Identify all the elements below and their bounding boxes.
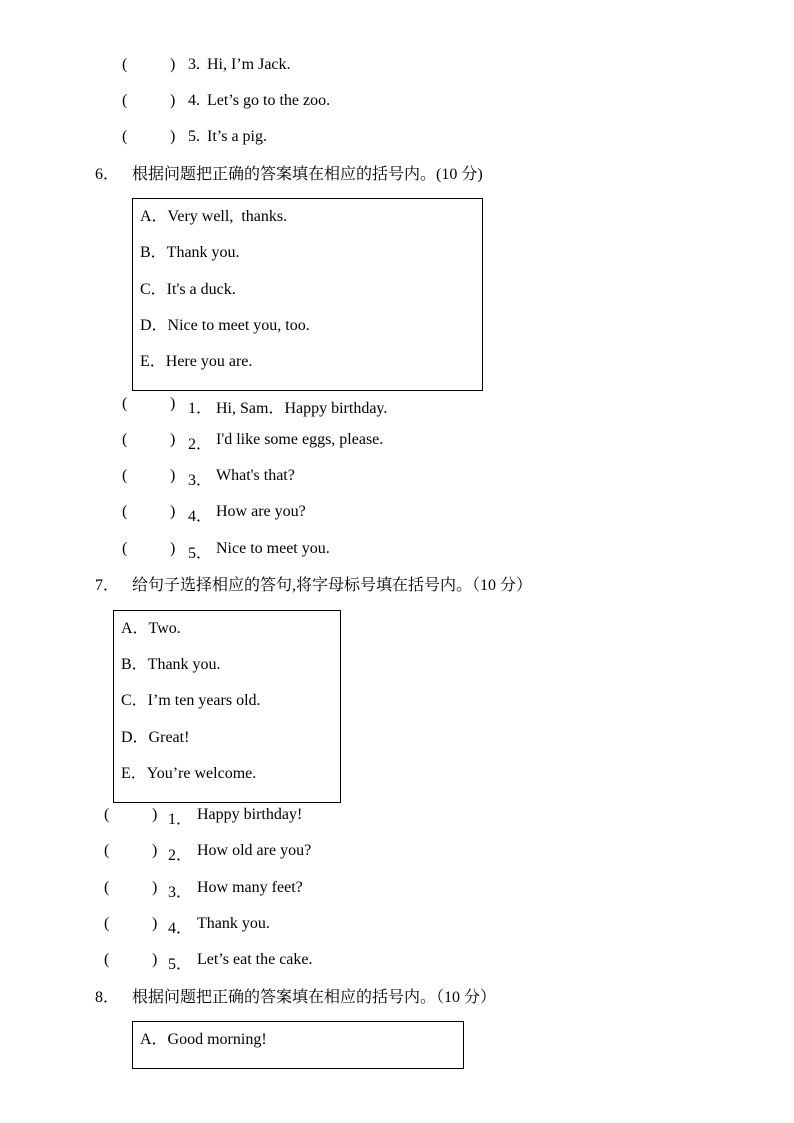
question-text: How many feet? xyxy=(197,879,303,896)
question-number: 5． xyxy=(168,956,193,973)
section-number: 8． xyxy=(95,989,120,1006)
answer-bracket-close: ) xyxy=(152,879,158,896)
answer-bracket-open[interactable]: ( xyxy=(104,915,110,932)
question-text: It’s a pig. xyxy=(207,128,267,145)
section-number: 6． xyxy=(95,166,120,183)
answer-bracket-open[interactable]: ( xyxy=(122,540,128,557)
question-number: 1． xyxy=(188,400,213,417)
question-number: 3． xyxy=(188,472,213,489)
question-text: Nice to meet you. xyxy=(216,540,330,557)
answer-bracket-open[interactable]: ( xyxy=(122,503,128,520)
answer-bracket-open[interactable]: ( xyxy=(122,467,128,484)
answer-bracket-close: ) xyxy=(170,431,176,448)
answer-bracket-open[interactable]: ( xyxy=(122,56,128,73)
question-number: 4． xyxy=(188,508,213,525)
answer-option: E．You’re welcome. xyxy=(121,765,257,782)
answer-option: A．Good morning! xyxy=(140,1031,267,1048)
answer-bracket-close: ) xyxy=(170,128,176,145)
question-number: 3. xyxy=(188,56,200,73)
question-text: How old are you? xyxy=(197,842,312,859)
answer-option: B．Thank you. xyxy=(121,656,221,673)
answer-option: D．Nice to meet you, too. xyxy=(140,317,310,334)
answer-bracket-close: ) xyxy=(170,467,176,484)
question-number: 2． xyxy=(188,436,213,453)
section-title: 根据问题把正确的答案填在相应的括号内。(10 分) xyxy=(132,166,483,183)
answer-bracket-open[interactable]: ( xyxy=(122,431,128,448)
answer-bracket-open[interactable]: ( xyxy=(104,806,110,823)
question-number: 2． xyxy=(168,847,193,864)
answer-bracket-close: ) xyxy=(152,806,158,823)
question-text: I'd like some eggs, please. xyxy=(216,431,384,448)
answer-bracket-close: ) xyxy=(170,395,176,412)
question-text: Hi, Sam．Happy birthday. xyxy=(216,400,388,417)
question-number: 5. xyxy=(188,128,200,145)
answer-bracket-close: ) xyxy=(170,503,176,520)
question-text: What's that? xyxy=(216,467,295,484)
question-number: 3． xyxy=(168,884,193,901)
question-number: 4． xyxy=(168,920,193,937)
question-number: 1． xyxy=(168,811,193,828)
question-text: Happy birthday! xyxy=(197,806,303,823)
answer-bracket-open[interactable]: ( xyxy=(122,395,128,412)
section-title: 根据问题把正确的答案填在相应的括号内。（10 分） xyxy=(132,989,497,1006)
answer-option: C．It's a duck. xyxy=(140,281,236,298)
question-text: Let’s eat the cake. xyxy=(197,951,313,968)
answer-bracket-open[interactable]: ( xyxy=(104,842,110,859)
answer-option: E．Here you are. xyxy=(140,353,253,370)
answer-bracket-open[interactable]: ( xyxy=(122,92,128,109)
question-number: 5． xyxy=(188,545,213,562)
answer-bracket-open[interactable]: ( xyxy=(104,879,110,896)
answer-bracket-close: ) xyxy=(152,915,158,932)
answer-bracket-close: ) xyxy=(152,842,158,859)
answer-bracket-open[interactable]: ( xyxy=(104,951,110,968)
answer-option: A．Two. xyxy=(121,620,181,637)
answer-bracket-open[interactable]: ( xyxy=(122,128,128,145)
question-text: Hi, I’m Jack. xyxy=(207,56,291,73)
question-text: Thank you. xyxy=(197,915,270,932)
answer-bracket-close: ) xyxy=(170,540,176,557)
question-text: How are you? xyxy=(216,503,306,520)
answer-option: D．Great! xyxy=(121,729,190,746)
answer-option: A．Very well, thanks. xyxy=(140,208,288,225)
question-text: Let’s go to the zoo. xyxy=(207,92,331,109)
question-number: 4. xyxy=(188,92,200,109)
section-number: 7． xyxy=(95,577,120,594)
answer-option: B．Thank you. xyxy=(140,244,240,261)
answer-bracket-close: ) xyxy=(170,92,176,109)
answer-bracket-close: ) xyxy=(170,56,176,73)
answer-option: C．I’m ten years old. xyxy=(121,692,261,709)
answer-bracket-close: ) xyxy=(152,951,158,968)
section-title: 给句子选择相应的答句,将字母标号填在括号内。（10 分） xyxy=(132,577,533,594)
